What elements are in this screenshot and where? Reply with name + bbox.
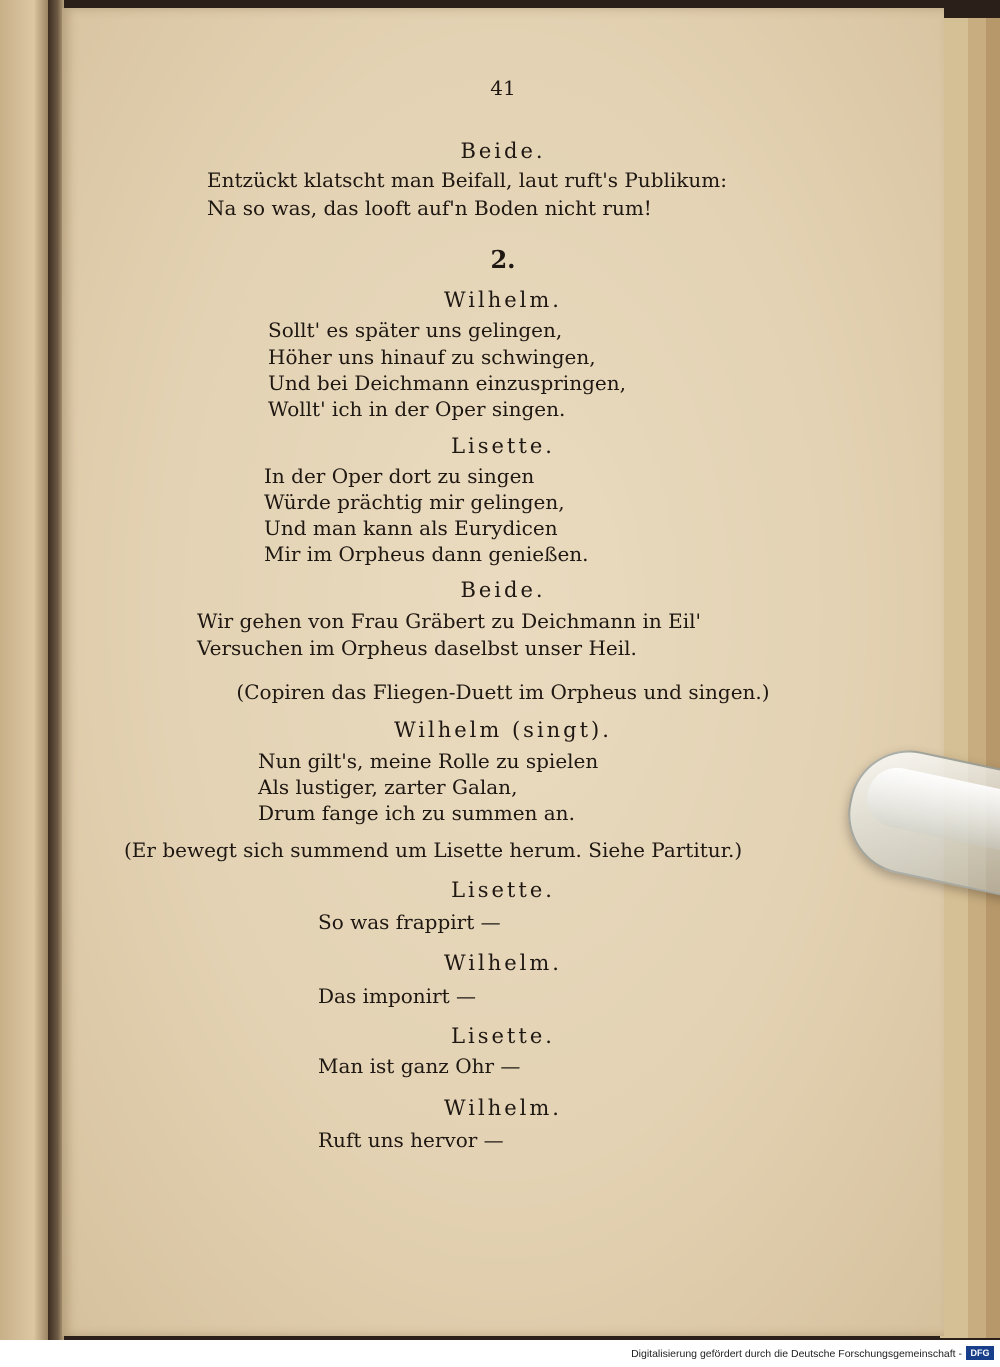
speaker-lisette: Lisette. — [451, 1024, 555, 1048]
verse-line: Und man kann als Eurydicen — [264, 516, 558, 540]
verse-line: Nun gilt's, meine Rolle zu spielen — [258, 749, 599, 773]
speaker-wilhelm: Wilhelm. — [444, 1096, 562, 1120]
stage-direction: (Copiren das Fliegen-Duett im Orpheus und singen.) — [236, 680, 770, 704]
verse-line: In der Oper dort zu singen — [264, 464, 535, 488]
speaker-beide: Beide. — [460, 139, 546, 163]
verse-line: Wir gehen von Frau Gräbert zu Deichmann in Eil' — [197, 609, 702, 633]
speaker-beide: Beide. — [460, 578, 546, 602]
verse-line: Versuchen im Orpheus daselbst unser Heil. — [197, 636, 637, 660]
speaker-lisette: Lisette. — [451, 434, 555, 458]
section-number: 2. — [490, 245, 516, 274]
page-edge — [986, 18, 1000, 1338]
verse-line: Höher uns hinauf zu schwingen, — [268, 345, 596, 369]
speaker-wilhelm-singt: Wilhelm (singt). — [394, 718, 612, 742]
verse-line: Entzückt klatscht man Beifall, laut ruft's Publikum: — [207, 168, 727, 192]
speaker-lisette: Lisette. — [451, 878, 555, 902]
verse-line: Na so was, das looft auf'n Boden nicht rum! — [207, 196, 652, 220]
stage-direction: (Er bewegt sich summend um Lisette herum. Siehe Partitur.) — [124, 838, 743, 862]
speaker-wilhelm: Wilhelm. — [444, 288, 562, 312]
verse-line: Würde prächtig mir gelingen, — [264, 490, 565, 514]
book-page — [62, 8, 944, 1336]
digitization-credit: Digitalisierung gefördert durch die Deutsche Forschungsgemeinschaft - — [631, 1348, 962, 1360]
dialog-line: Man ist ganz Ohr — — [318, 1054, 521, 1078]
dfg-logo: DFG — [966, 1346, 994, 1360]
page-edge — [940, 18, 969, 1338]
verse-line: Als lustiger, zarter Galan, — [258, 775, 518, 799]
dialog-line: So was frappirt — — [318, 910, 501, 934]
dialog-line: Ruft uns hervor — — [318, 1128, 504, 1152]
page-number: 41 — [490, 76, 516, 100]
verse-line: Sollt' es später uns gelingen, — [268, 318, 563, 342]
page-edge — [968, 18, 987, 1338]
verse-line: Drum fange ich zu summen an. — [258, 801, 575, 825]
verse-line: Mir im Orpheus dann genießen. — [264, 542, 589, 566]
verse-line: Und bei Deichmann einzuspringen, — [268, 371, 626, 395]
verse-line: Wollt' ich in der Oper singen. — [268, 397, 566, 421]
dialog-line: Das imponirt — — [318, 984, 477, 1008]
speaker-wilhelm: Wilhelm. — [444, 951, 562, 975]
left-page-edge — [0, 0, 48, 1340]
